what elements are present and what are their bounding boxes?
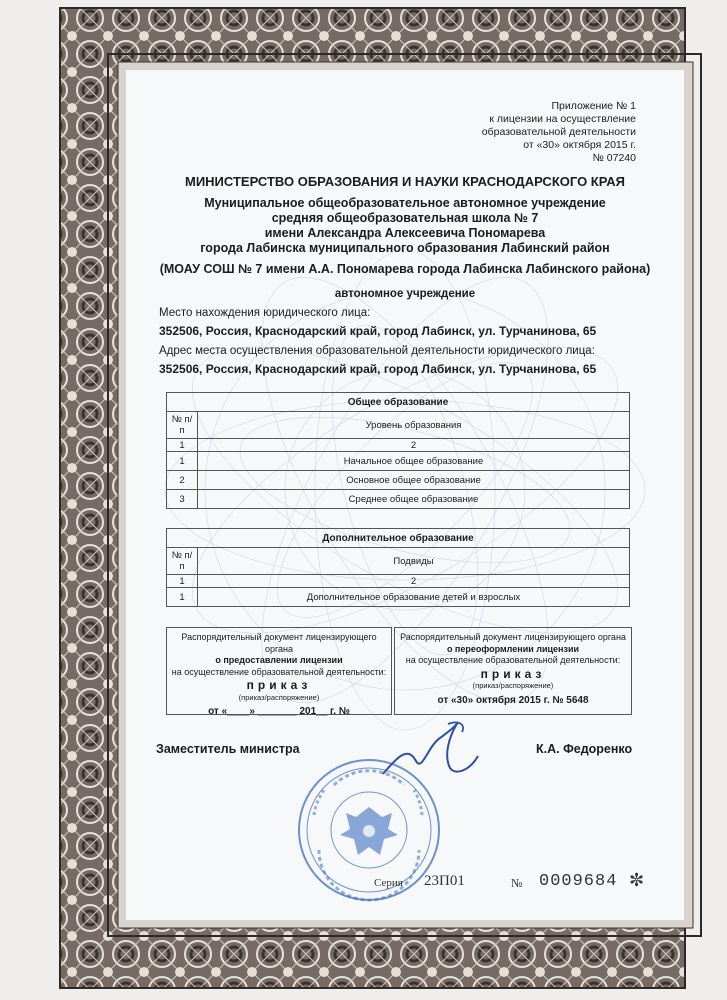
ministry-title: МИНИСТЕРСТВО ОБРАЗОВАНИЯ И НАУКИ КРАСНОДАРСКОГО КРАЯ (184, 174, 625, 189)
org-line-2: средняя общеобразовательная школа № 7 (271, 211, 539, 225)
index-cell-2: 2 (198, 439, 630, 452)
org-name (126, 196, 684, 256)
row-num: 2 (167, 471, 198, 490)
reissue-order-box (394, 627, 632, 715)
reissue-order-line-1: Распорядительный документ лицензирующего органа (400, 632, 626, 642)
org-type: автономное учреждение (334, 288, 476, 300)
annex-line-2: к лицензии на осуществление (489, 113, 636, 125)
grant-order-type: приказ (246, 678, 312, 692)
row-name: Среднее общее образование (198, 490, 630, 509)
table-row (167, 452, 630, 471)
annex-line-1: Приложение № 1 (551, 100, 636, 112)
star-icon: ✼ (629, 870, 645, 890)
table-row (167, 471, 630, 490)
annex-header (386, 100, 636, 165)
general-education-title: Общее образование (167, 393, 630, 412)
row-name: Основное общее образование (198, 471, 630, 490)
col-subtype-header: Подвиды (198, 548, 630, 575)
reissue-order-line-2: о переоформлении лицензии (446, 643, 580, 654)
index-cell-2: 2 (198, 575, 630, 588)
handwritten-signature (378, 716, 488, 786)
series-value: 23П01 (424, 873, 465, 889)
org-line-4: города Лабинска муниципального образования Лабинский район (200, 241, 610, 255)
general-education-table (166, 392, 630, 509)
grant-order-line-3: на осуществление образовательной деятельности: (171, 666, 387, 677)
additional-education-title: Дополнительное образование (167, 529, 630, 548)
row-num: 1 (167, 588, 198, 607)
reissue-order-type-hint: (приказ/распоряжение) (472, 681, 554, 690)
table-row (167, 490, 630, 509)
reissue-order-date: от «30» октября 2015 г. № 5648 (437, 694, 589, 706)
col-num-header: № п/п (167, 548, 198, 575)
serial-number: 0009684 (539, 872, 618, 891)
row-name: Дополнительное образование детей и взрослых (198, 588, 630, 607)
col-num-header: № п/п (167, 412, 198, 439)
org-line-3: имени Александра Алексеевича Пономарева (264, 226, 546, 240)
grant-order-line-1: Распорядительный документ лицензирующего органа (181, 632, 377, 654)
location-value: 352506, Россия, Краснодарский край, город Лабинск, ул. Турчанинова, 65 (159, 324, 597, 338)
additional-education-table (166, 528, 630, 607)
signer-position: Заместитель министра (156, 742, 300, 756)
signer-name: К.А. Федоренко (536, 742, 633, 756)
reissue-order-line-3: на осуществление образовательной деятельности: (405, 655, 621, 665)
row-num: 1 (167, 452, 198, 471)
annex-line-3: образовательной деятельности (481, 126, 636, 138)
certificate-body (126, 70, 684, 920)
grant-order-date: от «____» _______ 201__ г. № (208, 706, 350, 717)
org-short-name: (МОАУ СОШ № 7 имени А.А. Пономарева города Лабинска Лабинского района) (159, 262, 651, 276)
series-label: Серия (374, 877, 403, 889)
reissue-order-type: приказ (480, 666, 546, 681)
grant-order-type-hint: (приказ/распоряжение) (238, 692, 320, 702)
index-cell-1: 1 (167, 575, 198, 588)
grant-order-line-2: о предоставлении лицензии (215, 655, 343, 665)
annex-line-4: от «30» октября 2015 г. (523, 139, 636, 151)
location-label: Место нахождения юридического лица: (159, 307, 371, 319)
activity-address-label: Адрес места осуществления образовательной деятельности юридического лица: (159, 345, 595, 357)
annex-line-5: № 07240 (592, 152, 636, 164)
grant-order-box (166, 627, 392, 715)
col-level-header: Уровень образования (198, 412, 630, 439)
activity-address-value: 352506, Россия, Краснодарский край, город Лабинск, ул. Турчанинова, 65 (159, 362, 597, 376)
row-num: 3 (167, 490, 198, 509)
index-cell-1: 1 (167, 439, 198, 452)
table-row (167, 588, 630, 607)
number-label: № (511, 876, 523, 890)
row-name: Начальное общее образование (198, 452, 630, 471)
org-line-1: Муниципальное общеобразовательное автономное учреждение (204, 196, 606, 210)
